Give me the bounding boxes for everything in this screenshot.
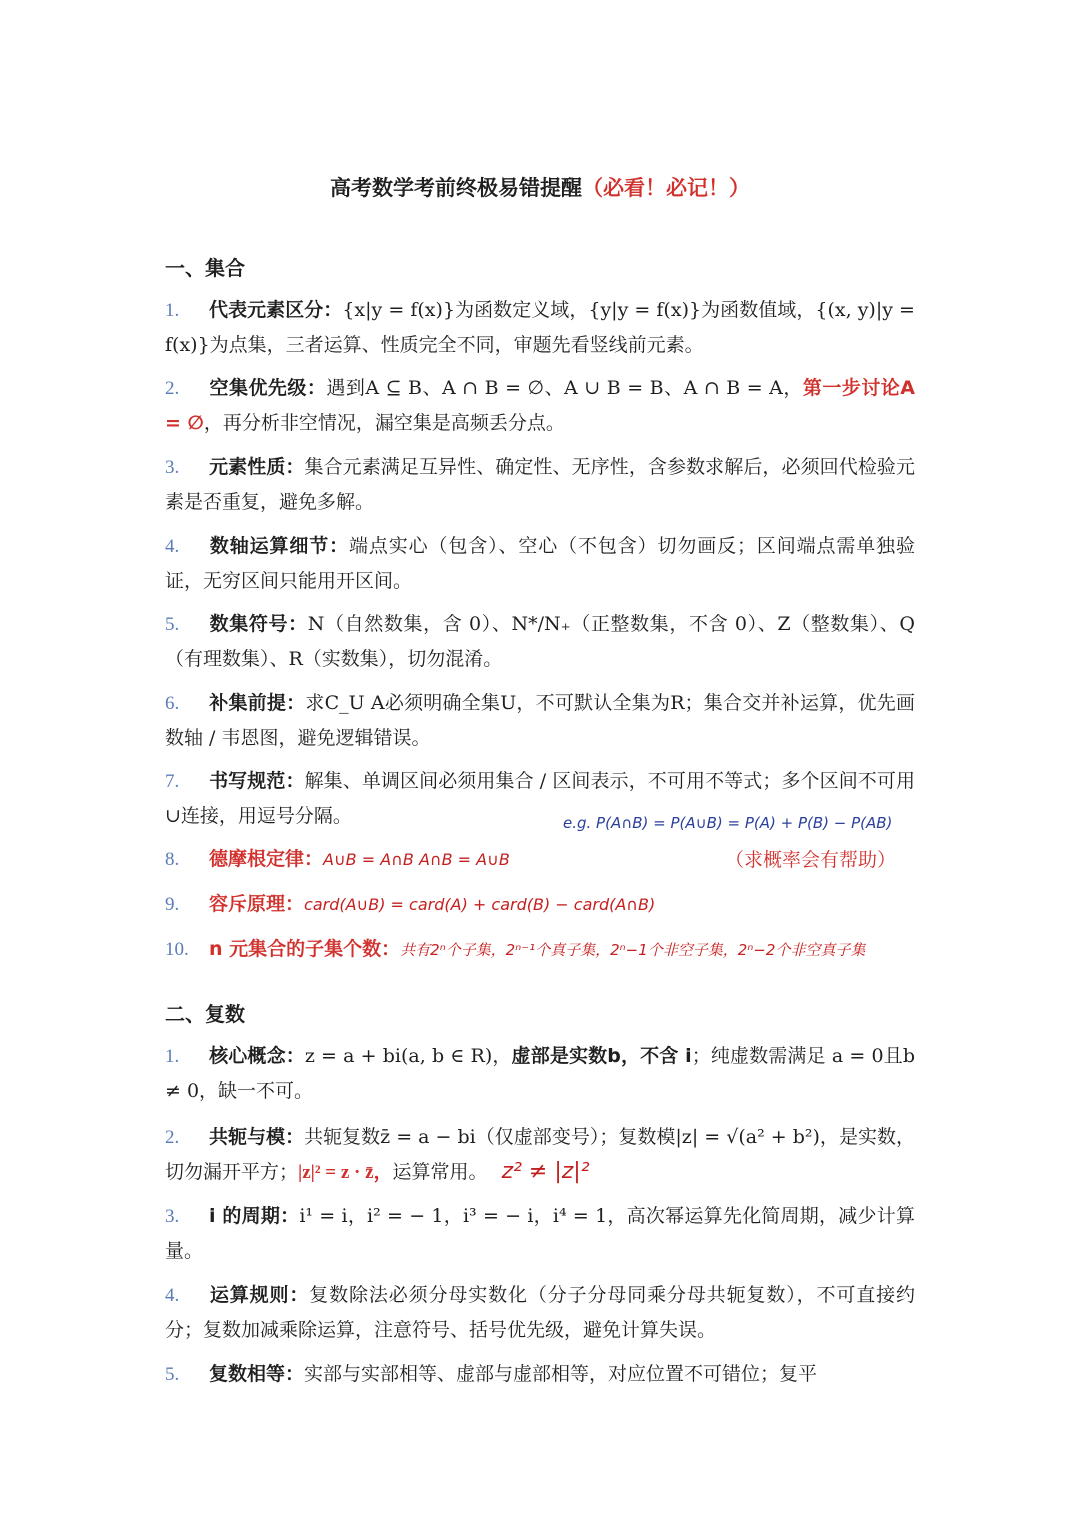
list-item (165, 607, 915, 676)
handwritten-example: e.g. P(A∩B) = P(A∪B) = P(A) + P(B) − P(AB) (563, 814, 893, 832)
item-keyword: 空集优先级： (209, 377, 327, 399)
item-text: 解集、单调区间必须用集合 / 区间表示，不可用不等式；多个区间不可用∪连接，用逗号分隔。 (165, 770, 915, 827)
list-item (165, 932, 915, 967)
item-number: 10. (165, 939, 189, 960)
item-text: 遇到A ⊆ B、A ∩ B = ∅、A ∪ B = B、A ∩ B = A， (326, 377, 803, 399)
item-number: 2. (165, 1127, 180, 1148)
list-item (165, 371, 915, 440)
item-number: 7. (165, 771, 180, 792)
item-text: 共轭复数z̄ = a − bi（仅虚部变号）；复数模|z| = √(a² + b²)，是实数，切勿漏开平方； (165, 1126, 915, 1183)
list-item (165, 842, 915, 877)
item-text: z = a + bi(a, b ∈ R)， (304, 1045, 512, 1067)
item-number: 3. (165, 1206, 180, 1227)
list-item (165, 1199, 915, 1268)
title-emphasis: （必看！必记！） (582, 176, 750, 200)
list-item (165, 529, 915, 598)
item-text: 求C_U A必须明确全集U，不可默认全集为R；集合交并补运算，优先画数轴 / 韦恩图，避免逻辑错误。 (165, 692, 915, 749)
list-item (165, 686, 915, 755)
list-item (165, 1357, 915, 1392)
item-number: 2. (165, 378, 180, 399)
item-text: 集合元素满足互异性、确定性、无序性，含参数求解后，必须回代检验元素是否重复，避免多解。 (165, 456, 915, 513)
handwritten-inequality: z² ≠ |z|² (501, 1159, 590, 1184)
item-keyword: 元素性质： (209, 456, 305, 478)
item-text: 运算常用。 (392, 1161, 488, 1183)
page-title (0, 172, 1080, 202)
item-highlight: 第一步讨论A = ∅ (165, 377, 915, 434)
item-keyword: 复数相等： (209, 1363, 305, 1385)
section-heading-complex: 二、复数 (165, 1002, 245, 1026)
item-number: 1. (165, 1046, 180, 1067)
item-text: {x|y = f(x)}为函数定义域，{y|y = f(x)}为函数值域，{(x, y)|y = f(x)}为点集，三者运算、性质完全不同，审题先看竖线前元素。 (165, 299, 915, 356)
list-item (165, 1278, 915, 1347)
item-text: 实部与实部相等、虚部与虚部相等，对应位置不可错位；复平 (304, 1363, 818, 1385)
item-text: 端点实心（包含）、空心（不包含）切勿画反；区间端点需单独验证，无穷区间只能用开区间。 (165, 535, 915, 592)
item-keyword: 运算规则： (209, 1284, 310, 1306)
handwritten-formula: A∪B = A∩B A∩B = A∪B (323, 850, 510, 869)
section-heading-sets: 一、集合 (165, 256, 245, 280)
list-item (165, 450, 915, 519)
item-text: ；纯虚数需满足 a = 0且b ≠ 0，缺一不可。 (165, 1045, 915, 1102)
handwritten-note: （求概率会有帮助） (724, 849, 896, 871)
list-item (165, 1039, 915, 1108)
item-number: 5. (165, 614, 180, 635)
item-highlight: |z|² = z · z̄， (298, 1162, 393, 1183)
item-keyword: 代表元素区分： (209, 299, 343, 321)
item-number: 5. (165, 1364, 180, 1385)
item-keyword: i 的周期： (209, 1205, 300, 1227)
item-keyword: 德摩根定律： (209, 848, 324, 870)
item-text: i¹ = i，i² = − 1，i³ = − i，i⁴ = 1，高次幂运算先化简周期，减少计算量。 (165, 1205, 915, 1262)
item-number: 9. (165, 894, 180, 915)
item-keyword: 数集符号： (209, 613, 308, 635)
item-keyword: 数轴运算细节： (209, 535, 349, 557)
item-number: 3. (165, 457, 180, 478)
item-keyword: 书写规范： (209, 770, 305, 792)
item-keyword: 共轭与模： (209, 1126, 305, 1148)
item-keyword: 核心概念： (209, 1045, 305, 1067)
item-number: 4. (165, 536, 180, 557)
list-item (165, 293, 915, 362)
list-item (165, 887, 915, 922)
item-keyword: 补集前提： (209, 692, 306, 714)
item-keyword: 容斥原理： (209, 893, 305, 915)
handwritten-formula: 共有2ⁿ个子集，2ⁿ⁻¹个真子集，2ⁿ−1个非空子集，2ⁿ−2个非空真子集 (400, 941, 866, 959)
handwritten-formula: card(A∪B) = card(A) + card(B) − card(A∩B) (304, 895, 656, 914)
item-number: 6. (165, 693, 180, 714)
item-number: 1. (165, 300, 180, 321)
item-keyword: n 元集合的子集个数： (209, 938, 401, 960)
item-number: 8. (165, 849, 180, 870)
item-number: 4. (165, 1285, 180, 1306)
title-main: 高考数学考前终极易错提醒 (330, 176, 582, 200)
item-text: 复数除法必须分母实数化（分子分母同乘分母共轭复数），不可直接约分；复数加减乘除运算，注意符号、括号优先级，避免计算失误。 (165, 1284, 915, 1341)
item-text: ，再分析非空情况，漏空集是高频丢分点。 (203, 412, 565, 434)
item-bold: 虚部是实数b，不含 i (511, 1045, 692, 1067)
list-item (165, 1120, 915, 1190)
item-text: N（自然数集，含 0）、N*/N₊（正整数集，不含 0）、Z（整数集）、Q（有理数集）、R（实数集），切勿混淆。 (165, 613, 915, 670)
